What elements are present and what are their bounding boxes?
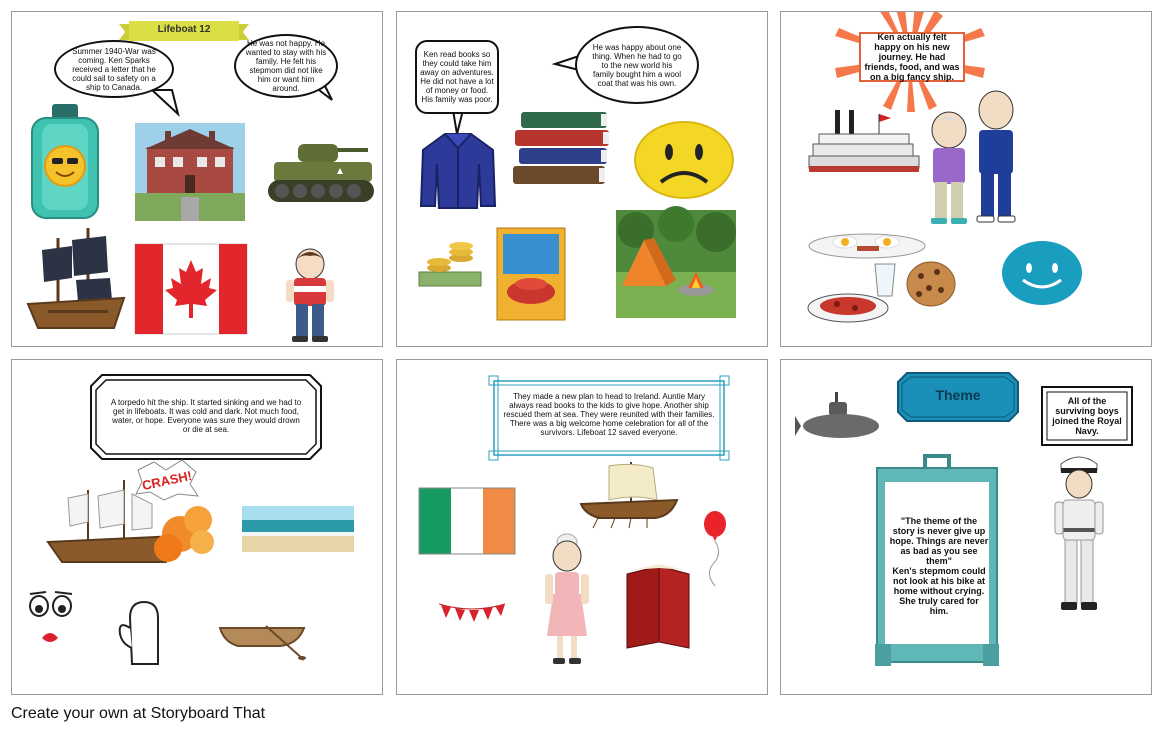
auntie-mary-character-icon [543, 530, 591, 668]
footer-credit[interactable]: Create your own at Storyboard That [11, 705, 266, 722]
lifeboat-icon [218, 622, 314, 662]
burst-caption-box [859, 32, 965, 82]
house-icon [135, 123, 245, 221]
panel-3 [780, 11, 1152, 347]
bubble-tail [152, 90, 182, 116]
banner-title: Lifeboat 12 [157, 24, 211, 35]
sunscreen-bottle-icon [26, 104, 104, 220]
panel-4 [11, 359, 383, 695]
speech-bubble-unhappy [234, 34, 338, 98]
sailing-ship-icon [28, 228, 124, 332]
submarine-icon [795, 392, 881, 444]
happy-face-icon [1001, 240, 1083, 306]
friend-character-icon [971, 90, 1021, 224]
panel-caption: They made a new plan to head to Ireland. Auntie Mary always read books to the kids to give hope. Another ship rescued them at sea. They were reunited with their families. There was a big welcome home celebration for all of the survivors. Lifeboat 12 saved everyone. [503, 392, 715, 437]
balloon-icon [701, 510, 731, 590]
celebration-bunting-icon [437, 600, 507, 626]
mitten-icon [116, 598, 166, 666]
red-book-icon [623, 564, 693, 648]
campsite-tent-icon [616, 210, 736, 318]
crash-label: CRASH! [140, 467, 194, 494]
theme-statement: "The theme of the story is never give up hope. Things are never as bad as you see them" [889, 516, 989, 566]
panel-2 [396, 11, 768, 347]
burst-text: Ken actually felt happy on his new journey. He had friends, food, and was on a big fancy ship. [864, 32, 960, 82]
ireland-flag-icon [419, 488, 515, 554]
speech-text: Ken read books so they could take him away on adventures. He did not have a lot of money or food. His family was poor. [420, 50, 494, 104]
scared-face-icon [28, 592, 74, 652]
theme-title: Theme [935, 387, 981, 403]
speech-text: Summer 1940-War was coming. Ken Sparks received a letter that he could sail to safety on a ship to Canada. [72, 46, 156, 92]
book-stack-icon [513, 112, 613, 188]
wool-coat-icon [419, 130, 497, 210]
speech-bubble-books [415, 40, 499, 114]
ken-character-icon [925, 110, 973, 224]
rescue-ship-icon [579, 460, 679, 530]
navy-officer-character-icon [1053, 454, 1105, 614]
panel-5 [396, 359, 768, 695]
spaghetti-plate-icon [807, 290, 889, 324]
speech-text: He was happy about one thing. When he had to go to the new world his family bought him a wool coat that was his own. [592, 42, 682, 88]
cookie-icon [905, 260, 957, 308]
cereal-box-icon [497, 224, 567, 320]
breakfast-plate-icon [809, 230, 927, 260]
sad-face-icon [633, 120, 735, 200]
panel-caption: A torpedo hit the ship. It started sinking and we had to get in lifeboats. It was cold and dark. Not much food, water, or hope. Everyone was sure they would drown or die at sea. [110, 398, 302, 434]
steamboat-icon [809, 110, 919, 176]
panel-1 [11, 11, 383, 347]
boy-character-icon [282, 248, 338, 344]
panel-6 [780, 359, 1152, 695]
speech-text: He was not happy. He wanted to stay with his family. He felt his stepmom did not like him or want him around. [245, 39, 327, 93]
stepmom-statement: Ken's stepmom could not look at his bike at home without crying. She truly cared for him. [892, 566, 986, 616]
coins-money-icon [419, 242, 483, 288]
speech-bubble-intro [54, 40, 174, 98]
checker-text: All of the surviving boys joined the Royal Navy. [1052, 396, 1122, 436]
tank-icon [268, 140, 378, 206]
speech-bubble-coat [575, 26, 699, 104]
beach-scene-icon [242, 506, 354, 552]
canada-flag-icon [135, 244, 247, 334]
